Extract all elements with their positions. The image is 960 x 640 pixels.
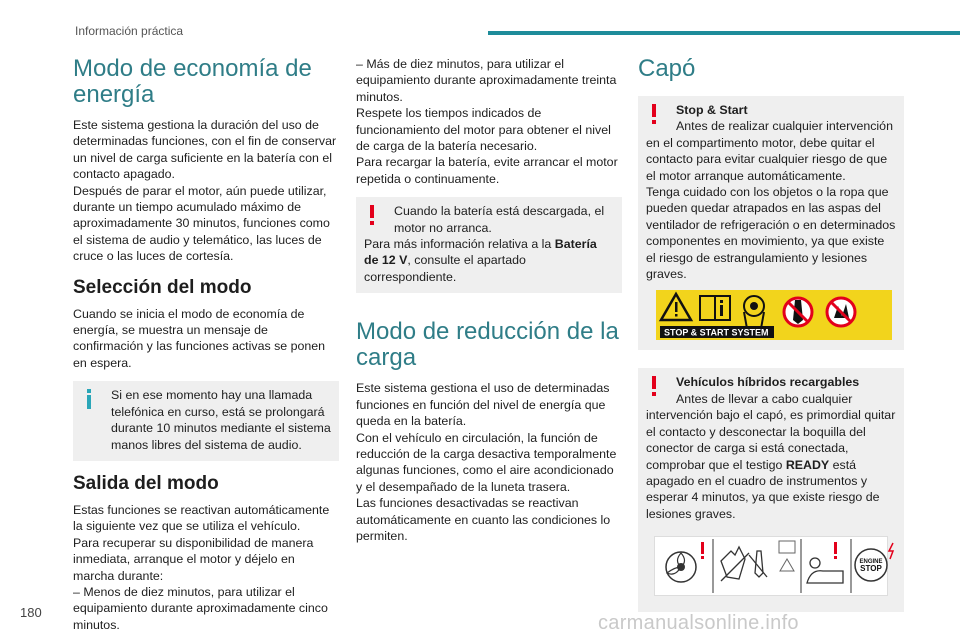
column-1 <box>73 56 339 633</box>
info-text: Si en ese momento hay una llamada telefónica en curso, está se prolongará durante 10 minutos mediante el sistema manos libres del sistema de audio. <box>111 388 331 452</box>
warning-box-battery <box>356 197 622 293</box>
info-box <box>73 381 339 461</box>
paragraph: Para recuperar su disponibilidad de manera inmediata, arranque el motor y déjelo en marcha durante: <box>73 535 314 583</box>
paragraph: Respete los tiempos indicados de funcionamiento del motor para obtener el nivel de carga de la batería necesario. <box>356 106 611 154</box>
page-number: 180 <box>20 605 42 620</box>
warning-text: Cuando la batería está descargada, el motor no arranca. <box>394 204 605 235</box>
paragraph: Las funciones desactivadas se reactivan automáticamente en cuanto las condiciones lo permiten. <box>356 496 611 543</box>
hybrid-warning-sticker <box>654 536 888 596</box>
sticker-label: STOP & START SYSTEM <box>664 327 769 338</box>
paragraph: Este sistema gestiona el uso de determinadas funciones en función del nivel de energía que queda en la batería. <box>356 381 610 429</box>
no-hand-icon <box>827 298 855 326</box>
header-accent-bar <box>488 31 960 35</box>
running-header: Información práctica <box>75 24 184 38</box>
no-tie-icon <box>784 298 812 326</box>
stop-start-warning-sticker <box>656 290 886 340</box>
paragraph: Este sistema gestiona la duración del uso de determinadas funciones, con el fin de conservar un nivel de carga suficiente en la batería con el contacto apagado. <box>73 118 337 182</box>
warning-title: Stop & Start <box>676 103 748 117</box>
paragraph: – Más de diez minutos, para utilizar el equipamiento durante aproximadamente treinta minutos. <box>356 57 617 104</box>
warning-box-hybrid <box>638 368 904 612</box>
manual-warning-icon <box>779 541 795 571</box>
engine-stop-button-icon <box>855 543 893 581</box>
subheading-exit-mode: Salida del modo <box>73 472 219 494</box>
no-hand-tie-icon <box>721 547 767 581</box>
warning-text: Antes de llevar a cabo cualquier intervención bajo el capó, es primordial quitar el contacto y desconectar la boquilla del conector de carga si está conectada, comprobar que el testigo READY está apagado en el cuadro de instrumentos y esperar 4 minutos, ya que existe riesgo de lesiones graves. <box>646 391 896 521</box>
svg-text:STOP: STOP <box>860 564 882 574</box>
warning-box-stop-start <box>638 96 904 350</box>
warning-title: Vehículos híbridos recargables <box>676 375 860 390</box>
watermark: carmanualsonline.info <box>598 612 799 634</box>
warning-text: Tenga cuidado con los objetos o la ropa que pueden quedar atrapados en las aspas del ventilador de refrigeración o en determinados componentes en movimiento, ya que existe el riesgo de estrangulamiento y lesiones graves. <box>646 185 896 282</box>
warning-exclamation-icon <box>365 205 379 225</box>
paragraph: – Menos de diez minutos, para utilizar el equipamiento durante aproximadamente cinco minutos. <box>73 584 328 632</box>
paragraph: Con el vehículo en circulación, la función de reducción de la carga desactiva temporalmente algunas funciones, como el aire acondicionado y el desempañado de la luneta trasera. <box>356 430 617 494</box>
column-3 <box>638 56 904 612</box>
paragraph: Estas funciones se reactivan automáticamente la siguiente vez que se utiliza el vehículo. <box>73 502 330 534</box>
paragraph: Para recargar la batería, evite arrancar el motor repetida o continuamente. <box>356 155 618 186</box>
paragraph: Después de parar el motor, aún puede utilizar, durante un tiempo acumulado máximo de aproximadamente 30 minutos, funciones como el sistema de audio y telemático, las luces de cruce o las luces de cortesía. <box>73 183 330 264</box>
fan-warning-icon <box>666 542 704 582</box>
svg-text:ENGINE: ENGINE <box>859 559 883 566</box>
section-title-load-reduction: Modo de reducción de la carga <box>356 318 619 372</box>
info-icon <box>82 389 96 409</box>
section-title-economy: Modo de economía de energía <box>73 55 312 108</box>
warning-text: Antes de realizar cualquier intervención en el compartimento motor, debe quitar el contacto para evitar cualquier riesgo de que el motor arranque automáticamente. <box>646 119 893 183</box>
column-2 <box>356 56 622 544</box>
warning-exclamation-icon <box>647 376 661 396</box>
paragraph: Cuando se inicia el modo de economía de energía, se muestra un mensaje de confirmación y las funciones activas se ponen en espera. <box>73 306 326 370</box>
subheading-select-mode: Selección del modo <box>73 276 252 298</box>
section-title-bonnet: Capó <box>638 55 696 82</box>
person-engine-warning-icon <box>807 542 843 583</box>
warning-text: Para más información relativa a la Batería de 12 V, consulte el apartado correspondiente. <box>364 237 597 284</box>
warning-exclamation-icon <box>647 104 661 124</box>
